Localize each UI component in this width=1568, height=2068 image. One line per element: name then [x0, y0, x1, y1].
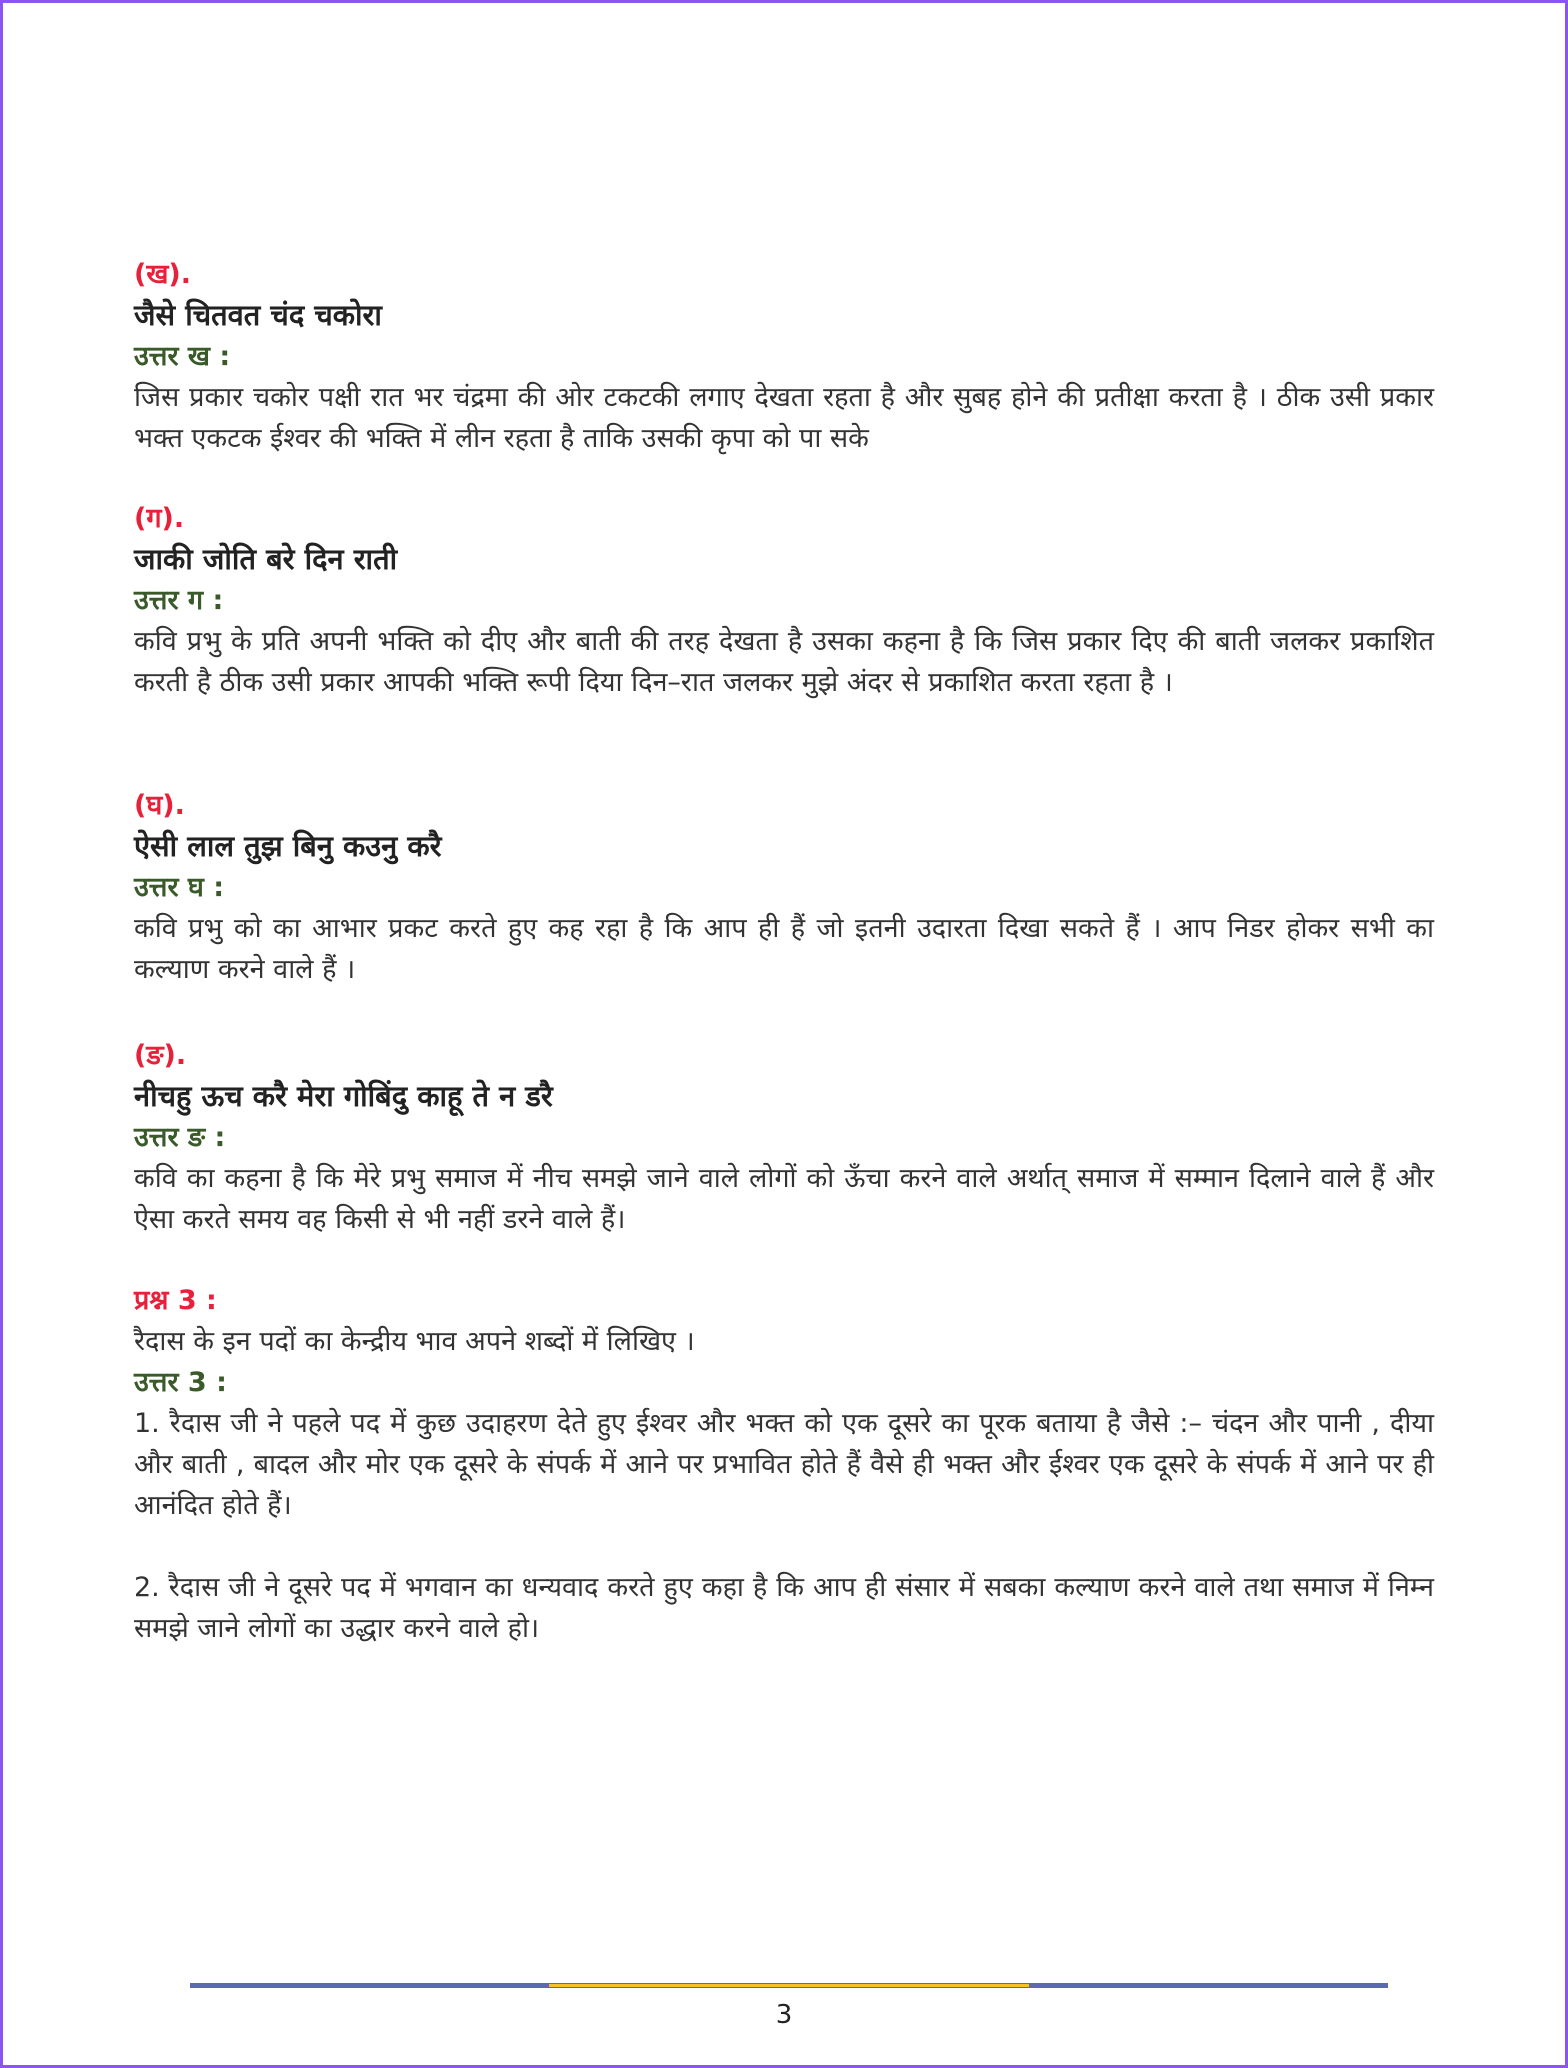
answer-label: उत्तर ख :: [134, 341, 231, 372]
section-label: (ग).: [134, 503, 185, 534]
verse-title: ऐसी लाल तुझ बिनु कउनु करै: [134, 829, 442, 863]
section-kha: [134, 254, 1434, 459]
section-label: (घ).: [134, 790, 185, 821]
answer-paragraph-2: 2. रैदास जी ने दूसरे पद में भगवान का धन्यवाद करते हुए कहा है कि आप ही संसार में सबका कल्याण करने वाले तथा समाज में निम्न समझे जाने लोगों का उद्धार करने वाले हो।: [134, 1572, 1434, 1644]
section-label: (ङ).: [134, 1040, 187, 1071]
answer-text: कवि प्रभु को का आभार प्रकट करते हुए कह रहा है कि आप ही हैं जो इतनी उदारता दिखा सकते हैं । आप निडर होकर सभी का कल्याण करने वाले हैं ।: [134, 913, 1434, 985]
answer-label: उत्तर ग :: [134, 585, 224, 616]
section-label: (ख).: [134, 259, 192, 290]
answer-text: कवि प्रभु के प्रति अपनी भक्ति को दीए और बाती की तरह देखता है उसका कहना है कि जिस प्रकार दिए की बाती जलकर प्रकाशित करती है ठीक उसी प्रकार आपकी भक्ति रूपी दिया दिन–रात जलकर मुझे अंदर से प्रकाशित करता रहता है ।: [134, 626, 1434, 698]
answer-text: जिस प्रकार चकोर पक्षी रात भर चंद्रमा की ओर टकटकी लगाए देखता रहता है और सुबह होने की प्रतीक्षा करता है । ठीक उसी प्रकार भक्त एकटक ईश्वर की भक्ति में लीन रहता है ताकि उसकी कृपा को पा सके: [134, 382, 1434, 454]
section-gha: [134, 785, 1434, 990]
question-label: प्रश्न 3 :: [134, 1285, 217, 1316]
section-nga: [134, 1035, 1434, 1240]
answer-text: कवि का कहना है कि मेरे प्रभु समाज में नीच समझे जाने वाले लोगों को ऊँचा करने वाले अर्थात् समाज में सम्मान दिलाने वाले हैं और ऐसा करते समय वह किसी से भी नहीं डरने वाले हैं।: [134, 1163, 1434, 1235]
verse-title: नीचहु ऊच करै मेरा गोबिंदु काहू ते न डरै: [134, 1079, 553, 1113]
answer-label: उत्तर 3 :: [134, 1367, 227, 1398]
verse-title: जैसे चितवत चंद चकोरा: [134, 298, 382, 332]
answer-label: उत्तर घ :: [134, 872, 225, 903]
question-3: [134, 1280, 1434, 1649]
section-ga: [134, 498, 1434, 703]
verse-title: जाकी जोति बरे दिन राती: [134, 542, 398, 576]
answer-label: उत्तर ङ :: [134, 1122, 226, 1153]
answer-paragraph-1: 1. रैदास जी ने पहले पद में कुछ उदाहरण देते हुए ईश्वर और भक्त को एक दूसरे का पूरक बताया है जैसे :– चंदन और पानी , दीया और बाती , बादल और मोर एक दूसरे के संपर्क में आने पर प्रभावित होते हैं वैसे ही भक्त और ईश्वर एक दूसरे के संपर्क में आने पर ही आनंदित होते हैं।: [134, 1408, 1434, 1521]
footer-divider: [190, 1983, 1388, 1988]
question-text: रैदास के इन पदों का केन्द्रीय भाव अपने शब्दों में लिखिए ।: [134, 1326, 695, 1357]
page-number: 3: [775, 2000, 793, 2030]
